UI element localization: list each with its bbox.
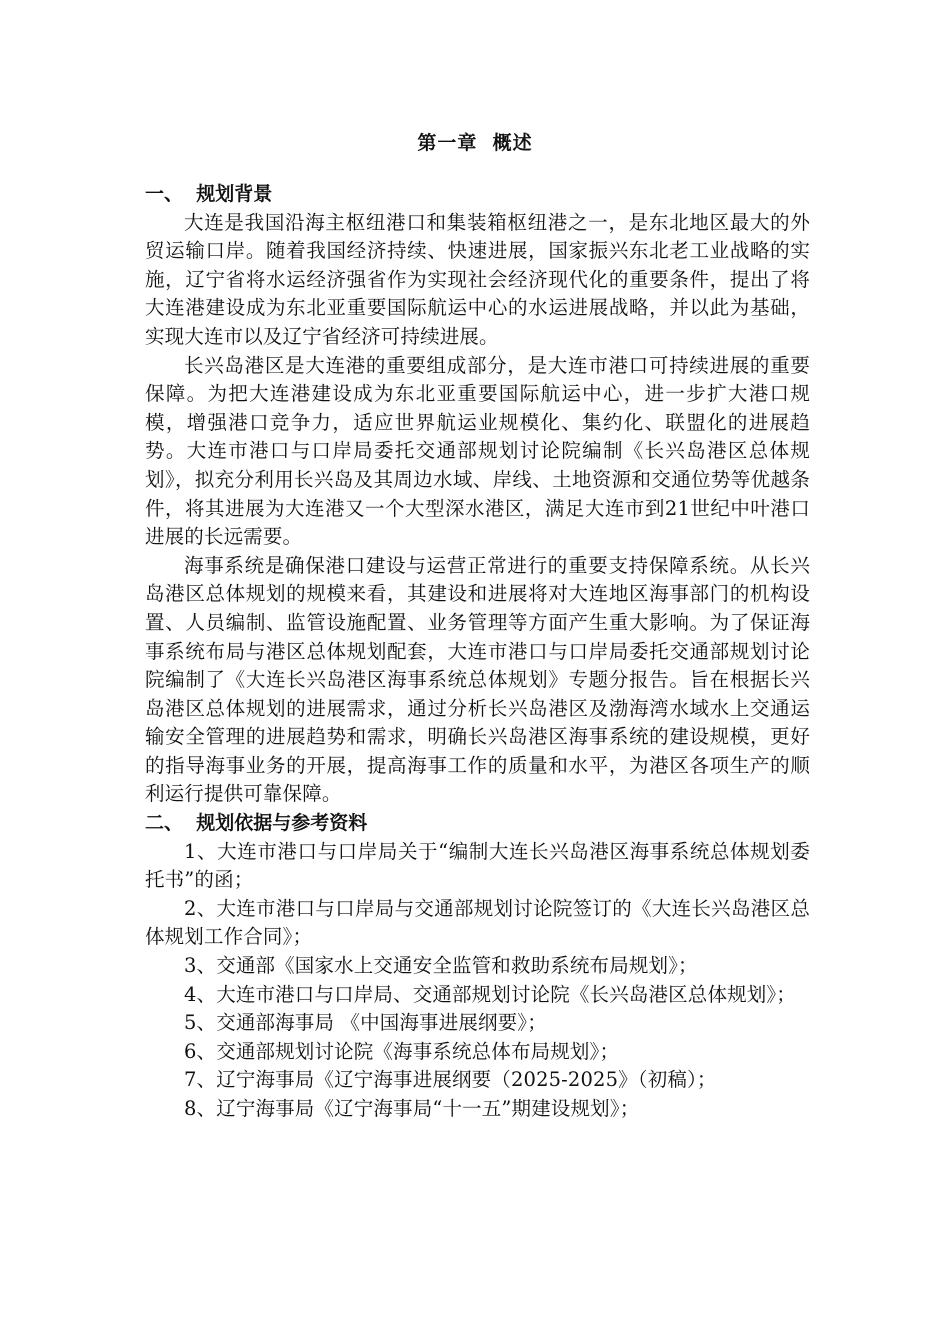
section-heading-basis: 二、 规划依据与参考资料 [145,812,368,835]
paragraph: 海事系统是确保港口建设与运营正常进行的重要支持保障系统。从长兴岛港区总体规划的规模来看，其建设和进展将对大连地区海事部门的机构设置、人员编制、监管设施配置、业务管理等方面产生重大影响。为了保证海事系统布局与港区总体规划配套，大连市港口与口岸局委托交通部规划讨论院编制了《大连长兴岛港区海事系统总体规划》专题分报告。旨在根据长兴岛港区总体规划的进展需求，通过分析长兴岛港区及渤海湾水域水上交通运输安全管理的进展趋势和需求，明确长兴岛港区海事系统的建设规模，更好的指导海事业务的开展，提高海事工作的质量和水平，为港区各项生产的顺利运行提供可靠保障。 [145,553,810,806]
reference-item: 7、辽宁海事局《辽宁海事进展纲要（2025-2025》（初稿）； [184,1068,717,1092]
reference-item: 8、辽宁海事局《辽宁海事局“十一五”期建设规划》； [184,1097,640,1120]
reference-item: 3、交通部《国家水上交通安全监管和救助系统布局规划》； [184,954,698,978]
reference-item: 6、交通部规划讨论院《海事系统总体布局规划》； [184,1039,620,1063]
document-body [145,180,810,1124]
reference-item: 2、大连市港口与口岸局与交通部规划讨论院签订的《大连长兴岛港区总体规划工作合同》； [145,896,810,949]
reference-item: 5、交通部海事局 《中国海事进展纲要》； [184,1011,547,1035]
chapter-title: 第一章 概述 [417,132,533,154]
reference-item: 4、大连市港口与口岸局、交通部规划讨论院《长兴岛港区总体规划》； [184,982,796,1006]
paragraph: 长兴岛港区是大连港的重要组成部分，是大连市港口可持续进展的重要保障。为把大连港建设成为东北亚重要国际航运中心，进一步扩大港口规模，增强港口竞争力，适应世界航运业规模化、集约化、联盟化的进展趋势。大连市港口与口岸局委托交通部规划讨论院编制《长兴岛港区总体规划》，拟充分利用长兴岛及其周边水域、岸线、土地资源和交通位势等优越条件，将其进展为大连港又一个大型深水港区，满足大连市到21世纪中叶港口进展的长远需要。 [145,353,810,549]
paragraph: 大连是我国沿海主枢纽港口和集装箱枢纽港之一，是东北地区最大的外贸运输口岸。随着我国经济持续、快速进展，国家振兴东北老工业战略的实施，辽宁省将水运经济强省作为实现社会经济现代化的重要条件，提出了将大连港建设成为东北亚重要国际航运中心的水运进展战略，并以此为基础，实现大连市以及辽宁省经济可持续进展。 [145,210,810,348]
section-heading-background: 一、 规划背景 [145,183,273,205]
reference-item: 1、大连市港口与口岸局关于“编制大连长兴岛港区海事系统总体规划委托书”的函； [145,839,810,892]
